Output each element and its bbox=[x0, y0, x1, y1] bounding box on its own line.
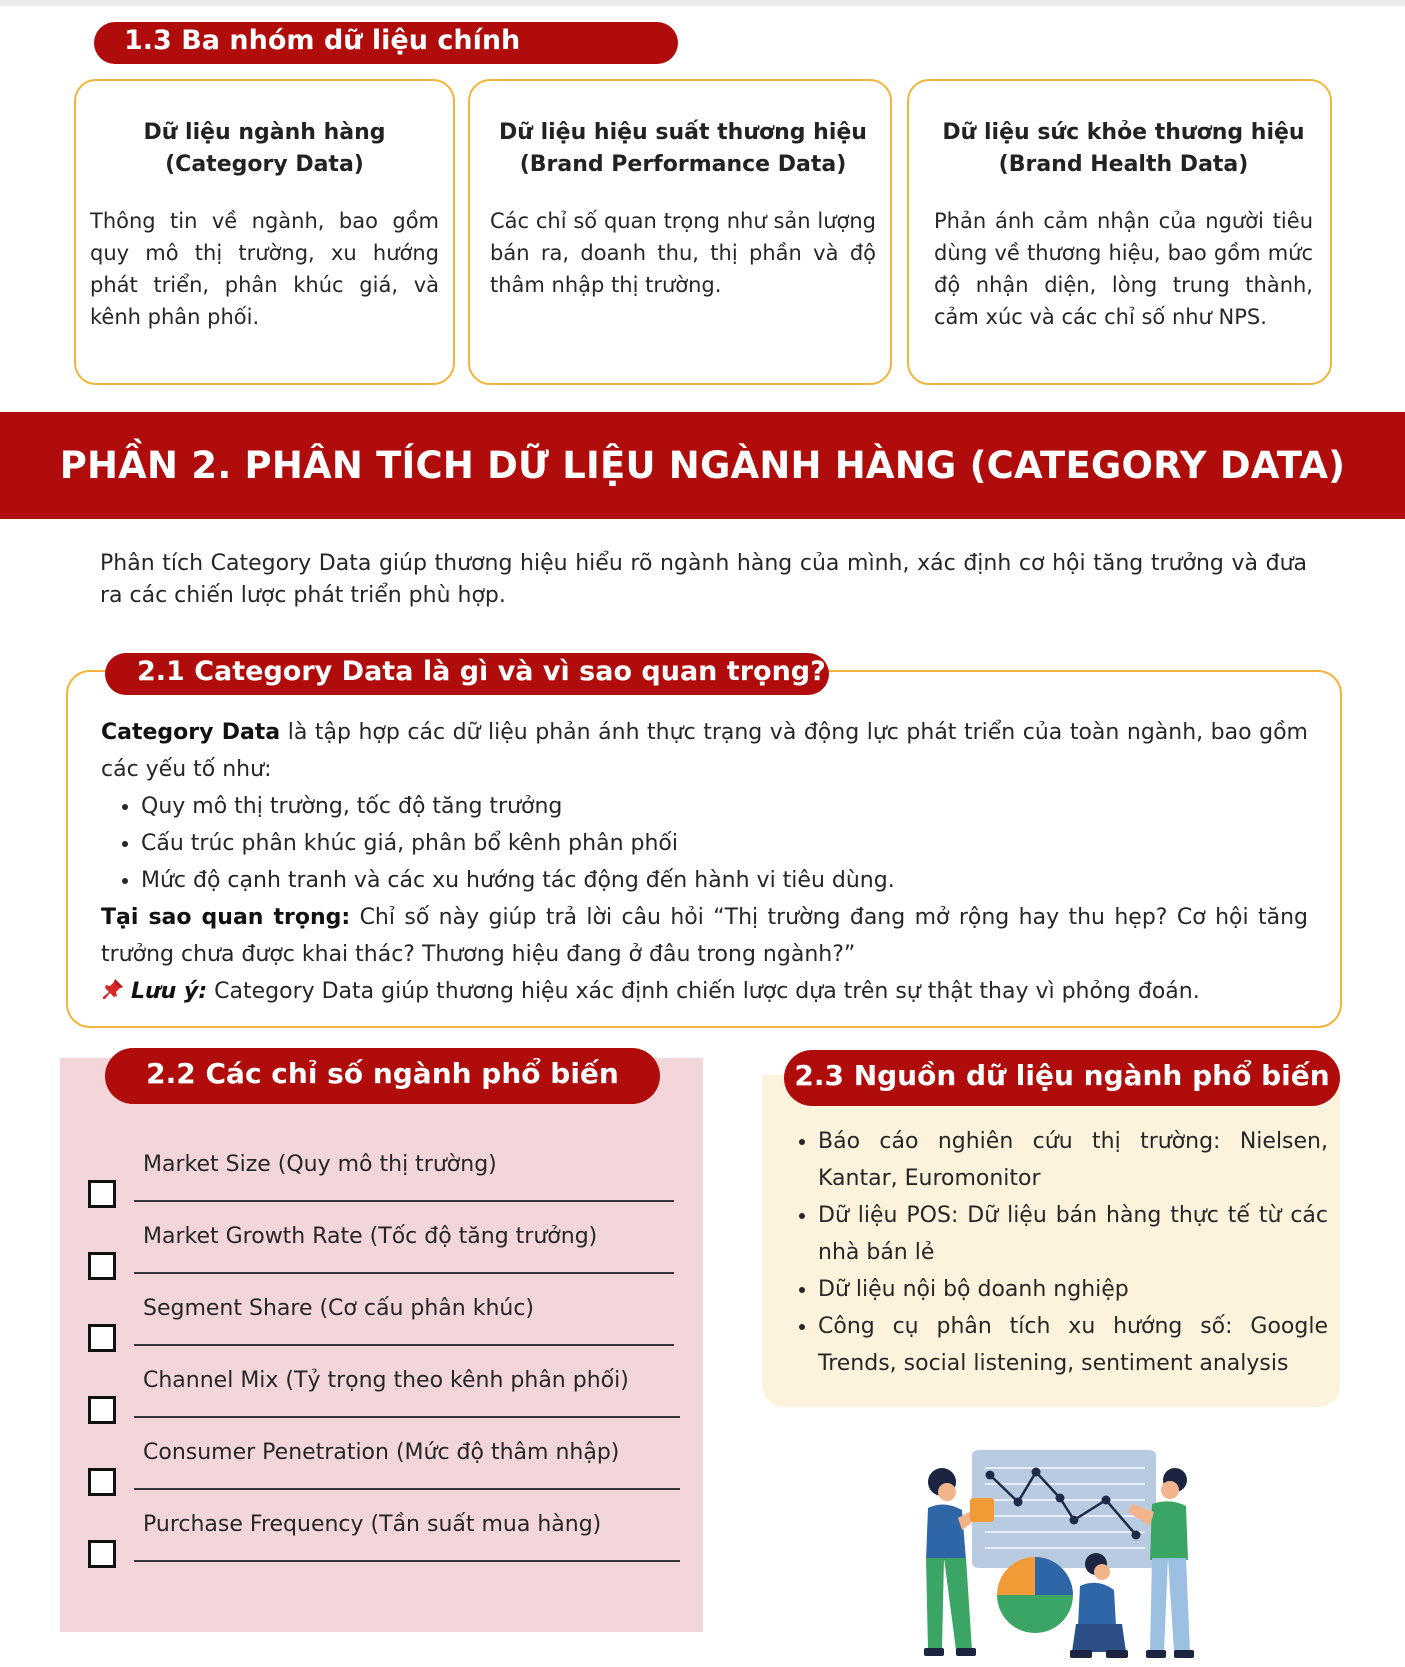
list-item: • Cấu trúc phân khúc giá, phân bổ kênh phân phối bbox=[141, 825, 1308, 862]
definition-list bbox=[141, 788, 1308, 899]
list-item: • Công cụ phân tích xu hướng số: Google Trends, social listening, sentiment analysis bbox=[818, 1308, 1328, 1382]
checklist-item-market-size bbox=[88, 1152, 680, 1212]
underline bbox=[134, 1416, 680, 1418]
part-2-title: PHẦN 2. PHÂN TÍCH DỮ LIỆU NGÀNH HÀNG (CATEGORY DATA) bbox=[59, 444, 1346, 487]
section-2-3-list bbox=[786, 1123, 1328, 1382]
card-title: Dữ liệu hiệu suất thương hiệu (Brand Performance Data) bbox=[499, 120, 867, 177]
section-2-3-title: 2.3 Nguồn dữ liệu ngành phổ biến bbox=[784, 1050, 1340, 1106]
note-label: Lưu ý: bbox=[131, 979, 208, 1004]
checklist-label: Segment Share (Cơ cấu phân khúc) bbox=[143, 1296, 535, 1321]
underline bbox=[134, 1344, 674, 1346]
checklist-item-purchase-frequency bbox=[88, 1512, 680, 1572]
underline bbox=[134, 1488, 680, 1490]
section-1-3-title: 1.3 Ba nhóm dữ liệu chính bbox=[94, 22, 678, 64]
top-strip bbox=[0, 0, 1405, 6]
checklist-label: Channel Mix (Tỷ trọng theo kênh phân phối) bbox=[143, 1368, 629, 1393]
pushpin-icon bbox=[101, 976, 125, 1000]
list-item: • Báo cáo nghiên cứu thị trường: Nielsen, Kantar, Euromonitor bbox=[818, 1123, 1328, 1197]
card-title: Dữ liệu ngành hàng (Category Data) bbox=[143, 120, 386, 177]
card-body: Thông tin về ngành, bao gồm quy mô thị trường, xu hướng phát triển, phân khúc giá, và kênh phân phối. bbox=[90, 209, 439, 329]
part-2-intro: Phân tích Category Data giúp thương hiệu hiểu rõ ngành hàng của mình, xác định cơ hội tăng trưởng và đưa ra các chiến lược phát triển phù hợp. bbox=[100, 551, 1307, 608]
underline bbox=[134, 1560, 680, 1562]
underline bbox=[134, 1272, 674, 1274]
checkbox[interactable] bbox=[88, 1396, 116, 1424]
checklist-label: Market Size (Quy mô thị trường) bbox=[143, 1152, 497, 1177]
list-item: • Dữ liệu POS: Dữ liệu bán hàng thực tế từ các nhà bán lẻ bbox=[818, 1197, 1328, 1271]
checklist-item-channel-mix bbox=[88, 1368, 680, 1428]
section-2-1-box bbox=[66, 670, 1342, 1028]
list-item: • Dữ liệu nội bộ doanh nghiệp bbox=[818, 1271, 1328, 1308]
note-text: Category Data giúp thương hiệu xác định chiến lược dựa trên sự thật thay vì phỏng đoán. bbox=[207, 979, 1200, 1004]
section-2-1-title: 2.1 Category Data là gì và vì sao quan trọng? bbox=[105, 653, 829, 695]
why-text: Chỉ số này giúp trả lời câu hỏi “Thị trường đang mở rộng hay thu hẹp? Cơ hội tăng trưởng chưa được khai thác? Thương hiệu đang ở đâu trong ngành?” bbox=[101, 905, 1308, 967]
list-item: • Mức độ cạnh tranh và các xu hướng tác động đến hành vi tiêu dùng. bbox=[141, 862, 1308, 899]
part-2-banner bbox=[0, 412, 1405, 519]
checkbox[interactable] bbox=[88, 1180, 116, 1208]
card-category-data bbox=[74, 79, 455, 385]
card-body: Các chỉ số quan trọng như sản lượng bán ra, doanh thu, thị phần và độ thâm nhập thị trường. bbox=[490, 209, 876, 297]
list-item: • Quy mô thị trường, tốc độ tăng trưởng bbox=[141, 788, 1308, 825]
checkbox[interactable] bbox=[88, 1252, 116, 1280]
card-brand-performance-data bbox=[468, 79, 892, 385]
checkbox[interactable] bbox=[88, 1540, 116, 1568]
checklist-item-segment-share bbox=[88, 1296, 680, 1356]
section-2-2-title: 2.2 Các chỉ số ngành phổ biến bbox=[105, 1048, 660, 1104]
checklist-label: Market Growth Rate (Tốc độ tăng trưởng) bbox=[143, 1224, 598, 1249]
checkbox[interactable] bbox=[88, 1468, 116, 1496]
card-title: Dữ liệu sức khỏe thương hiệu (Brand Health Data) bbox=[942, 120, 1305, 177]
checklist-label: Consumer Penetration (Mức độ thâm nhập) bbox=[143, 1440, 620, 1465]
why-label: Tại sao quan trọng: bbox=[101, 905, 351, 930]
card-body: Phản ánh cảm nhận của người tiêu dùng về thương hiệu, bao gồm mức độ nhận diện, lòng trung thành, cảm xúc và các chỉ số như NPS. bbox=[934, 209, 1313, 329]
definition-text: là tập hợp các dữ liệu phản ánh thực trạng và động lực phát triển của toàn ngành, bao gồm các yếu tố như: bbox=[101, 720, 1308, 782]
checklist-label: Purchase Frequency (Tần suất mua hàng) bbox=[143, 1512, 602, 1537]
pie-chart-icon bbox=[997, 1557, 1073, 1633]
definition-term: Category Data bbox=[101, 720, 281, 745]
definition-paragraph bbox=[101, 714, 1308, 788]
note-paragraph bbox=[101, 973, 1308, 1010]
card-brand-health-data bbox=[907, 79, 1332, 385]
checklist-item-consumer-penetration bbox=[88, 1440, 680, 1500]
checkbox[interactable] bbox=[88, 1324, 116, 1352]
checklist-item-market-growth-rate bbox=[88, 1224, 680, 1284]
why-paragraph bbox=[101, 899, 1308, 973]
data-analysis-illustration bbox=[900, 1440, 1230, 1665]
underline bbox=[134, 1200, 674, 1202]
woman-figure-crouching bbox=[1070, 1553, 1128, 1658]
section-2-1-content bbox=[101, 714, 1308, 1010]
